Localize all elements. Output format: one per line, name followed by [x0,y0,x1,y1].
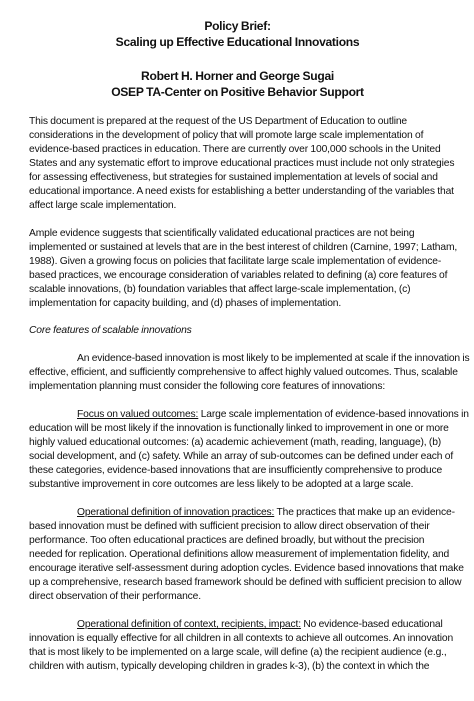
text-line: implementation planning must consider the following core features of innovations: [29,381,386,392]
text-line: implemented or sustained at levels that are in the best interest of children (Carnine, 1997; Latham, [29,242,458,253]
context-definition-paragraph [29,618,454,674]
text-line: performance. Too often educational practices are defined broadly, but without the precision [29,535,425,546]
text-line: scalable innovations, (b) foundation variables that affect large-scale implementation, (c) [29,284,411,295]
affiliation: OSEP TA-Center on Positive Behavior Support [111,85,364,99]
text-line: implementation for capacity building, and (d) phases of implementation. [29,298,342,309]
title-line-1: Policy Brief: [204,19,271,33]
text-line: based innovation must be defined with sufficient precision to allow direct observation of their [29,521,430,532]
document-title [29,18,446,50]
subheading-valued-outcomes: Focus on valued outcomes: [77,409,199,420]
text-line: effective, efficient, and sufficiently comprehensive to affect highly valued outcomes. Thus, scalable [29,367,458,378]
text-fragment: Large scale implementation of evidence-based innovations in [198,409,469,420]
valued-outcomes-paragraph [29,408,469,492]
subheading-operational-definition: Operational definition of innovation practices: [77,507,275,518]
text-line: 1988). Given a growing focus on policies that facilitate large scale implementation of evidence- [29,256,442,267]
text-line: for assessing effectiveness, but strategies for sustained implementation at levels of social and [29,172,438,183]
text-line: considerations in the development of policy that will promote large scale implementation of [29,130,424,141]
text-fragment: The practices that make up an evidence- [274,507,455,518]
text-line: affect large scale implementation. [29,200,177,211]
text-line: This document is prepared at the request of the US Department of Education to outline [29,116,407,127]
text-fragment: No evidence-based educational [300,619,443,630]
text-line: highly valued educational outcomes: (a) academic achievement (math, reading, language), (b) [29,437,442,448]
text-line: Ample evidence suggests that scientifically validated educational practices are not being [29,228,415,239]
text-line [29,618,446,632]
authors: Robert H. Horner and George Sugai [141,69,334,83]
text-line: direct observation of their performance. [29,591,201,602]
text-line: States and any systematic effort to improve educational practices must include not only strategies [29,158,455,169]
intro-paragraph [29,115,455,213]
text-line [29,408,469,422]
subheading-context-definition: Operational definition of context, recipients, impact: [77,619,301,630]
text-line: substantive improvement in core outcomes are less likely to be adopted at a large scale. [29,479,414,490]
section-heading: Core features of scalable innovations [29,325,192,336]
text-line: that is most likely to be implemented on a large scale, will define (a) the recipient audience (e.g., [29,647,447,658]
author-block [29,68,446,100]
text-line [29,506,455,520]
text-line: An evidence-based innovation is most likely to be implemented at scale if the innovation is [77,353,470,364]
text-line: education will be most likely if the innovation is functionally linked to improvement in one or more [29,423,449,434]
text-line: innovation is equally effective for all children in all contexts to achieve all outcomes. An innovation [29,633,454,644]
text-line: evidence-based practices in education. There are currently over 100,000 schools in the United [29,144,441,155]
text-line: educational importance. A need exists for establishing a better understanding of the variables that [29,186,454,197]
text-line: social development, and (c) safety. While an array of sub-outcomes can be defined under each of [29,451,454,462]
text-line: needed for replication. Operational definitions allow measurement of implementation fidelity, and [29,549,450,560]
operational-definition-paragraph [29,506,464,604]
evidence-paragraph [29,227,458,311]
text-line: up a comprehensive, research based framework should be defined with sufficient precision to allow [29,577,462,588]
text-line: children with autism, typically developing children in grades k-3), (b) the context in which the [29,661,430,672]
text-line: based practices, we encourage consideration of variables related to defining (a) core features of [29,270,448,281]
text-line: encourage iterative self-assessment during adoption cycles. Evidence based innovations that make [29,563,464,574]
text-line: these categories, evidence-based innovations that are insufficiently comprehensive to produce [29,465,443,476]
core-intro-paragraph [29,352,470,394]
title-line-2: Scaling up Effective Educational Innovations [115,35,360,49]
